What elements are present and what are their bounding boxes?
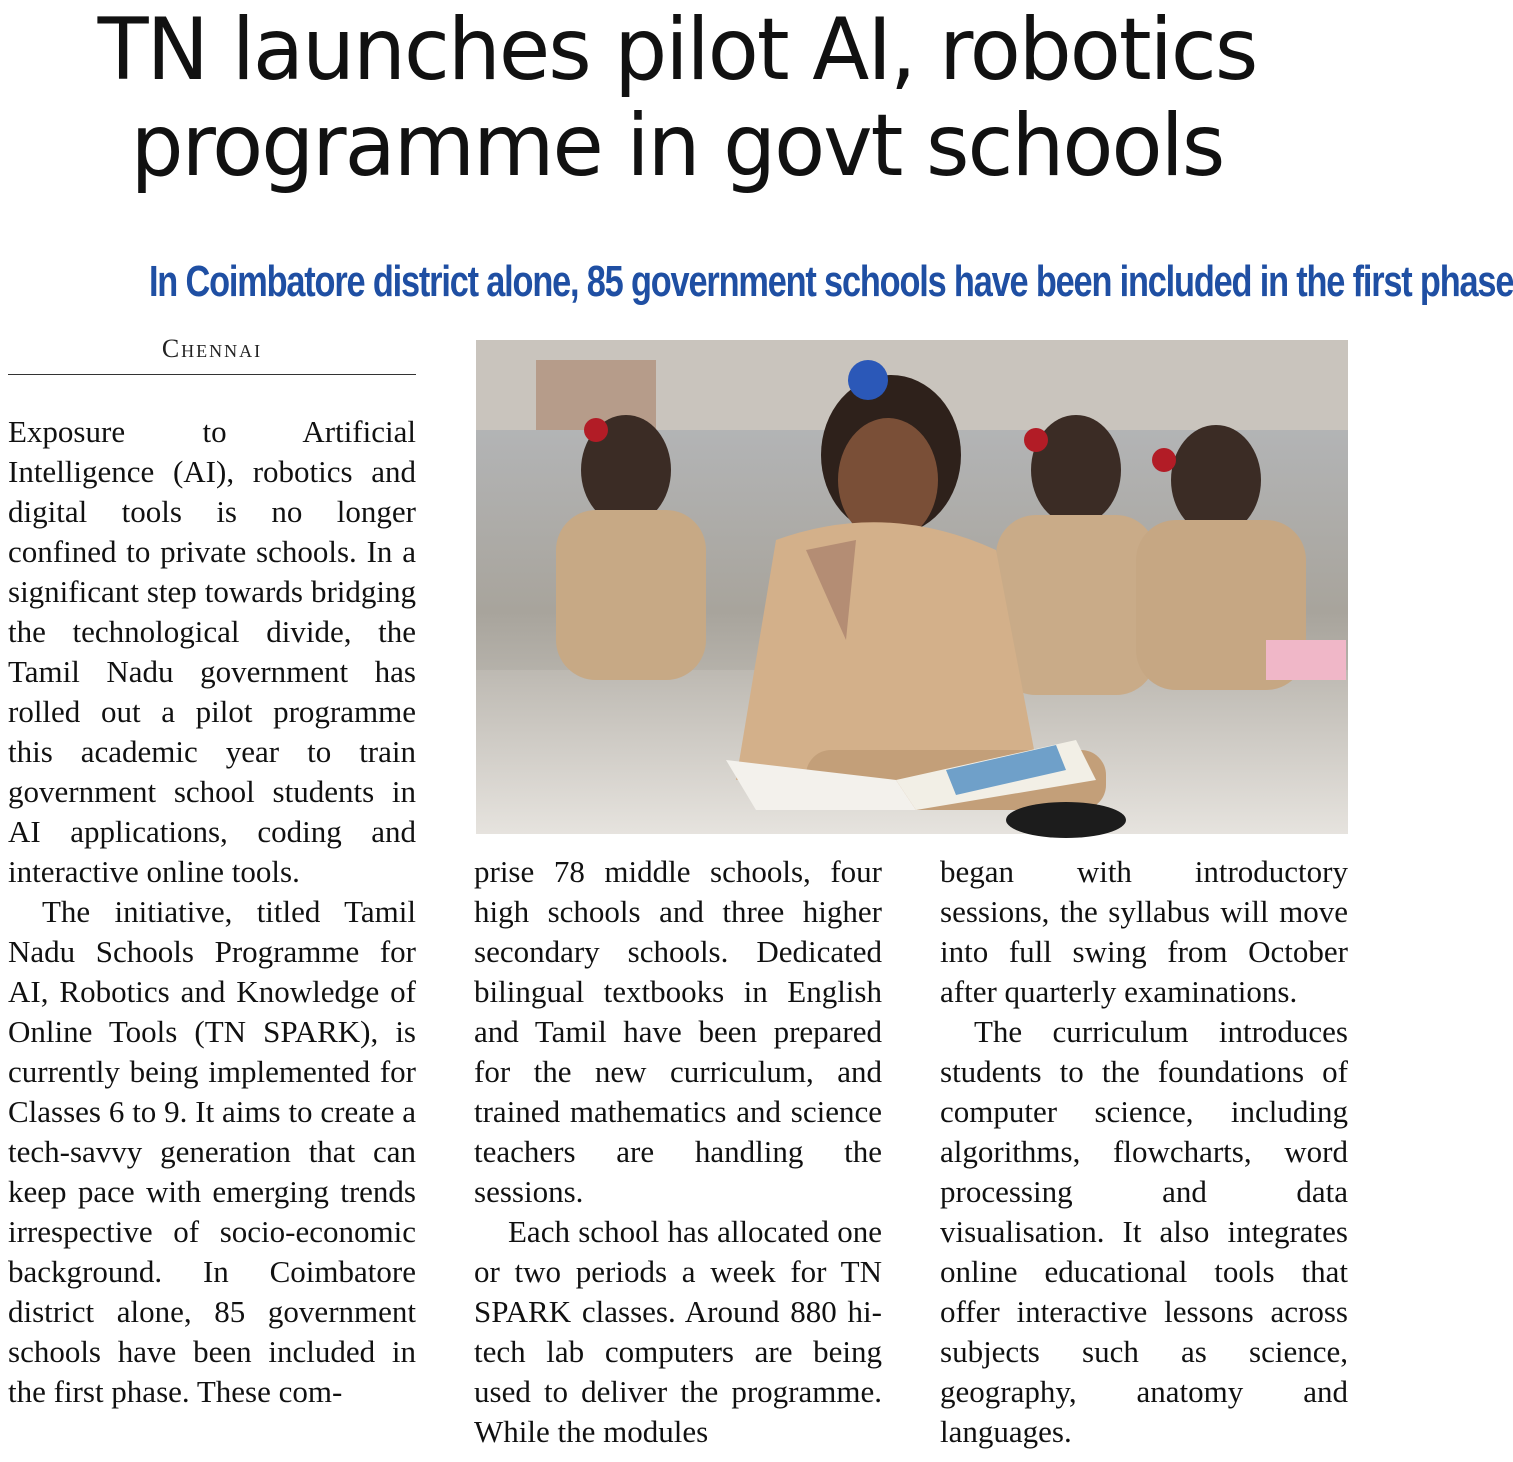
- headline-line-2: programme in govt schools: [130, 96, 1224, 196]
- article-paragraph: Each school has allocated one or two periods a week for TN SPARK classes. Around 880 hi-tech lab computers are being used to deliver the programme. While the modules: [474, 1214, 882, 1449]
- article-column-1: [8, 412, 416, 1412]
- article-paragraph: prise 78 middle schools, four high schools and three higher secondary schools. Dedicated bilingual textbooks in English and Tamil have been prepared for the new curriculum, and trained mathematics and science teachers are handling the sessions.: [474, 854, 882, 1209]
- headline: [20, 2, 1333, 194]
- article-paragraph: The curriculum introduces students to the foundations of computer science, including algorithms, flowcharts, word processing and data visualisation. It also integrates online educational tools that offer interactive lessons across subjects such as science, geography, anatomy and languages.: [940, 1014, 1348, 1449]
- article-column-3: [940, 852, 1348, 1452]
- photo-students-writing-icon: [476, 340, 1348, 834]
- subheadline-deck: In Coimbatore district alone, 85 government schools have been included in the first phase: [148, 257, 1513, 306]
- article-paragraph: The initiative, titled Tamil Nadu Schools Programme for AI, Robotics and Knowledge of Online Tools (TN SPARK), is currently being implemented for Classes 6 to 9. It aims to create a tech-savvy generation that can keep pace with emerging trends irrespective of socio-economic background. In Coimbatore district alone, 85 government schools have been included in the first phase. These com-: [8, 894, 416, 1409]
- article-paragraph: began with introductory sessions, the syllabus will move into full swing from October after quarterly examinations.: [940, 854, 1348, 1009]
- article-column-2: [474, 852, 882, 1452]
- news-photo: [476, 340, 1348, 834]
- dateline: Chennai: [8, 334, 416, 375]
- article-paragraph: Exposure to Artificial Intelligence (AI), robotics and digital tools is no longer confined to private schools. In a significant step towards bridging the technological divide, the Tamil Nadu government has rolled out a pilot programme this academic year to train government school students in AI applications, coding and interactive online tools.: [8, 414, 416, 889]
- headline-line-1: TN launches pilot AI, robotics: [97, 0, 1257, 100]
